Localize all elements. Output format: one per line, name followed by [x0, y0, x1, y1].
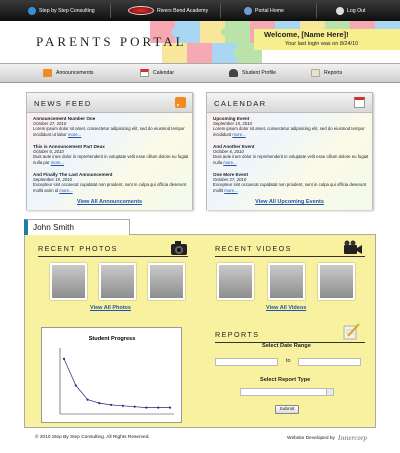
report-pencil-icon [342, 322, 360, 340]
calendar-icon [140, 69, 149, 77]
event-item [213, 172, 371, 193]
progress-data-point [110, 404, 112, 406]
report-type-label: Select Report Type [260, 377, 311, 383]
event-item [213, 116, 371, 137]
photo-thumbnail[interactable] [50, 263, 87, 300]
video-thumbnail[interactable] [217, 263, 254, 300]
nav-separator [110, 3, 111, 18]
event-date: October 6, 2010 [213, 149, 244, 155]
event-title: One More Event [213, 172, 248, 177]
progress-data-point [134, 406, 136, 408]
progress-series-points [63, 358, 171, 409]
progress-data-point [169, 406, 171, 408]
rss-feed-icon[interactable] [175, 97, 186, 108]
event-text: Excepteur sint occaecat cupidatat non proident, sunt in culpa qui officia deserunt mollit [213, 182, 367, 193]
nav-home-label: Portal Home [255, 7, 284, 14]
view-all-announcements-link[interactable]: View All Announcements [76, 199, 143, 205]
chart-canvas [42, 328, 183, 424]
news-item-text: Duis aute irure dolor in reprehenderit in voluptate velit esse cillum dolore eu fugiat nulla par [33, 154, 189, 165]
menu-announcements[interactable] [43, 63, 94, 83]
calendar-header [207, 93, 372, 113]
progress-data-point [145, 406, 147, 408]
submit-button[interactable]: Submit [275, 405, 299, 414]
logout-label: Log Out [347, 7, 366, 14]
event-title: Upcoming Event [213, 116, 250, 121]
menu-student-profile-label: Student Profile [242, 70, 277, 76]
student-name: John Smith [33, 223, 74, 232]
page-title: PARENTS PORTAL [36, 34, 187, 49]
news-feed-body [27, 113, 192, 210]
progress-data-point [75, 384, 77, 386]
photo-thumbnail[interactable] [99, 263, 136, 300]
progress-data-point [122, 405, 124, 407]
news-item-more-link[interactable]: more... [50, 159, 65, 165]
news-item [33, 172, 191, 193]
menu-announcements-label: Announcements [56, 70, 94, 76]
news-item [33, 144, 191, 165]
news-item [33, 116, 191, 137]
news-feed-panel [26, 92, 193, 210]
view-all-events-link[interactable]: View All Upcoming Events [255, 199, 324, 205]
progress-data-point [98, 402, 100, 404]
logout-icon [336, 7, 344, 15]
news-item-text: Excepteur sint occaecat cupidatat non proident, sunt in culpa qui officia deserunt mollit anim id [33, 182, 187, 193]
event-text: Lorem ipsum dolor sit amet, consectetur adipisicing elit, sed do eiusmod tempor incididunt [213, 126, 365, 137]
chart-title: Student Progress [88, 336, 136, 342]
nav-separator [220, 3, 221, 18]
top-nav-bar [0, 0, 400, 21]
footer-copyright: © 2010 Step By Step Consulting. All Rights Reserved. [35, 435, 150, 440]
video-thumbnail[interactable] [268, 263, 305, 300]
menu-calendar-label: Calendar [153, 70, 175, 76]
event-title: And Another Event [213, 144, 255, 149]
event-more-link[interactable]: more... [232, 131, 246, 137]
reports-title: REPORTS [215, 330, 260, 339]
end-date-input[interactable] [298, 358, 361, 366]
news-item-title: Announcement Number One [33, 116, 96, 121]
news-item-more-link[interactable]: more... [59, 187, 73, 193]
start-date-input[interactable] [215, 358, 278, 366]
report-icon [311, 69, 320, 77]
calendar-icon[interactable] [354, 97, 365, 108]
event-date: September 15, 2010 [213, 121, 252, 127]
news-item-date: October 27, 2010 [33, 121, 67, 127]
calendar-body [207, 113, 372, 210]
menu-calendar[interactable] [140, 63, 174, 83]
progress-data-point [63, 358, 65, 360]
nav-consulting-label: Step by Step Consulting [39, 7, 95, 14]
news-item-more-link[interactable]: more... [67, 131, 82, 137]
person-icon [229, 69, 238, 77]
menu-student-profile[interactable] [229, 63, 276, 83]
news-item-title: And Finally The Last Announcement [33, 172, 113, 177]
dropdown-arrow-icon[interactable] [326, 388, 334, 396]
progress-data-point [86, 399, 88, 401]
nav-consulting-link[interactable] [28, 0, 95, 21]
progress-data-point [157, 406, 159, 408]
event-more-link[interactable]: more... [224, 187, 238, 193]
student-name-tab[interactable] [24, 219, 130, 235]
section-divider [38, 256, 188, 257]
rss-icon [43, 69, 52, 77]
event-more-link[interactable]: more... [223, 159, 237, 165]
company-logo-icon [28, 7, 36, 15]
student-progress-chart [41, 327, 182, 423]
video-thumbnail[interactable] [318, 263, 355, 300]
photo-thumbnail[interactable] [148, 263, 185, 300]
calendar-title: CALENDAR [214, 99, 267, 108]
menu-reports[interactable] [311, 63, 342, 83]
news-item-title: This is Announcement Part Deux [33, 144, 105, 149]
to-label: to [286, 358, 291, 364]
nav-separator [316, 3, 317, 18]
developed-by-text: Website Developed by [287, 435, 335, 441]
welcome-message: Welcome, [Name Here]! [264, 30, 349, 39]
event-text: Duis aute irure dolor in reprehenderit in voluptate velit esse cillum dolore eu fugiat nulla [213, 154, 369, 165]
news-feed-title: NEWS FEED [34, 99, 92, 108]
progress-series-line [64, 359, 170, 408]
academy-logo-icon [128, 6, 154, 15]
calendar-panel [206, 92, 373, 210]
view-all-videos-link[interactable]: View All Videos [266, 305, 307, 311]
event-date: October 27, 2010 [213, 177, 247, 183]
nav-academy-link[interactable] [128, 0, 208, 21]
report-type-select[interactable] [240, 388, 334, 396]
menu-reports-label: Reports [324, 70, 343, 76]
last-login-text: Your last login was on 8/24/10 [285, 41, 359, 47]
news-item-date: September 15, 2010 [33, 177, 72, 183]
camera-icon [170, 240, 188, 256]
nav-home-link[interactable] [244, 0, 284, 21]
date-range-label: Select Date Range [262, 343, 311, 349]
news-item-text: Lorem ipsum dolor sit amet, consectetur adipisicing elit, sed do eiusmod tempor incididunt ut labor [33, 126, 185, 137]
news-item-date: October 6, 2010 [33, 149, 64, 155]
video-camera-icon [343, 240, 363, 256]
footer-credit [287, 434, 367, 442]
view-all-photos-link[interactable]: View All Photos [90, 305, 131, 311]
logout-link[interactable] [336, 0, 365, 21]
recent-videos-title: RECENT VIDEOS [215, 244, 292, 253]
event-item [213, 144, 371, 165]
section-divider [215, 256, 365, 257]
nav-academy-label: Rivers Bend Academy [157, 7, 209, 14]
home-globe-icon [244, 7, 252, 15]
recent-photos-title: RECENT PHOTOS [38, 244, 118, 253]
news-feed-header [27, 93, 192, 113]
developer-logo[interactable]: Innercorp [337, 434, 368, 442]
